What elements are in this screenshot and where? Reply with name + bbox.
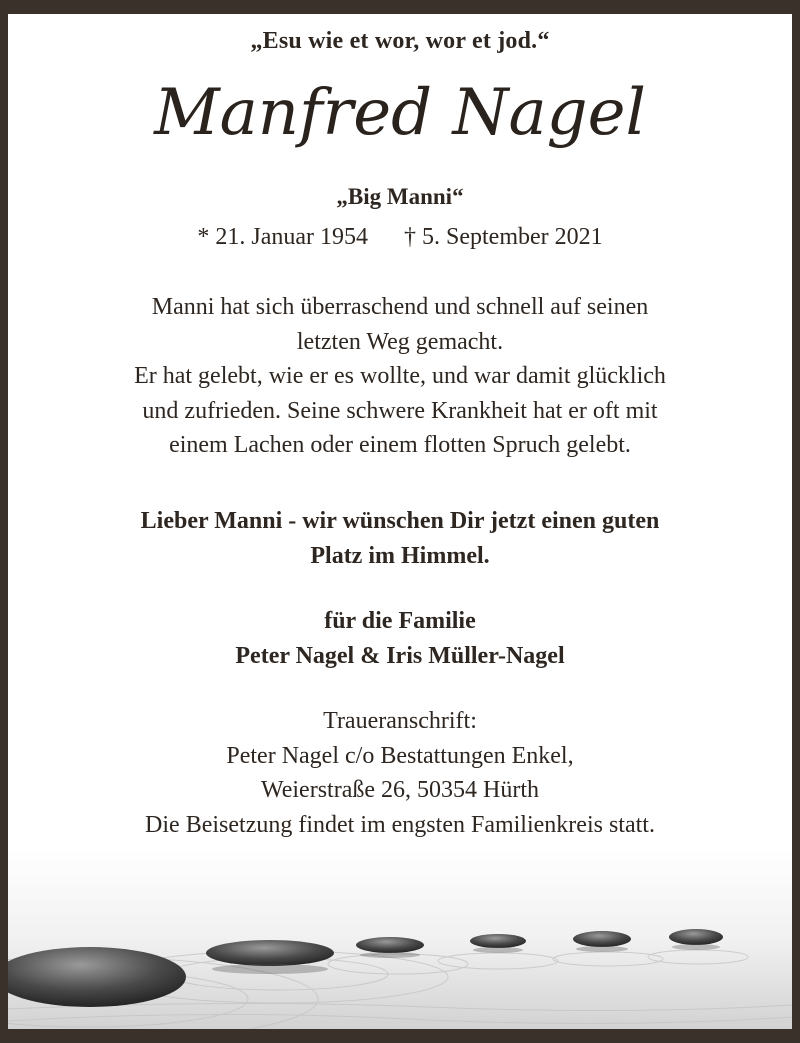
motto: „Esu wie et wor, wor et jod.“ bbox=[250, 28, 550, 54]
stepping-stones-image bbox=[8, 849, 792, 1029]
family-line: für die Familie bbox=[324, 608, 476, 634]
family-signature bbox=[8, 604, 792, 673]
farewell bbox=[8, 504, 792, 573]
address-line: Traueranschrift: bbox=[323, 708, 477, 734]
stones-illustration bbox=[8, 849, 792, 1029]
message-line: letzten Weg gemacht. bbox=[296, 328, 504, 355]
birth-date: * 21. Januar 1954 bbox=[197, 224, 368, 250]
mourning-address bbox=[8, 704, 792, 842]
stone bbox=[470, 934, 526, 948]
message-line: einem Lachen oder einem flotten Spruch gelebt. bbox=[169, 432, 631, 458]
message bbox=[8, 290, 792, 463]
message-line: Manni hat sich überraschend und schnell auf seinen bbox=[151, 294, 649, 320]
stone bbox=[356, 937, 424, 953]
stone bbox=[206, 940, 334, 966]
stone bbox=[669, 929, 723, 945]
farewell-line: Lieber Manni - wir wünschen Dir jetzt einen guten bbox=[140, 508, 660, 534]
address-line: Die Beisetzung findet im engsten Familienkreis statt. bbox=[145, 811, 655, 838]
stone bbox=[573, 931, 631, 947]
nickname: „Big Manni“ bbox=[336, 184, 464, 209]
farewell-line: Platz im Himmel. bbox=[310, 542, 490, 569]
death-date: † 5. September 2021 bbox=[404, 224, 603, 250]
family-line: Peter Nagel & Iris Müller-Nagel bbox=[235, 642, 565, 669]
address-line: Peter Nagel c/o Bestattungen Enkel, bbox=[226, 742, 574, 769]
life-dates bbox=[8, 224, 792, 251]
message-line: Er hat gelebt, wie er es wollte, und war damit glücklich bbox=[134, 363, 666, 389]
address-line: Weierstraße 26, 50354 Hürth bbox=[261, 777, 539, 803]
message-line: und zufrieden. Seine schwere Krankheit hat er oft mit bbox=[142, 397, 658, 424]
deceased-name: Manfred Nagel bbox=[154, 76, 646, 150]
